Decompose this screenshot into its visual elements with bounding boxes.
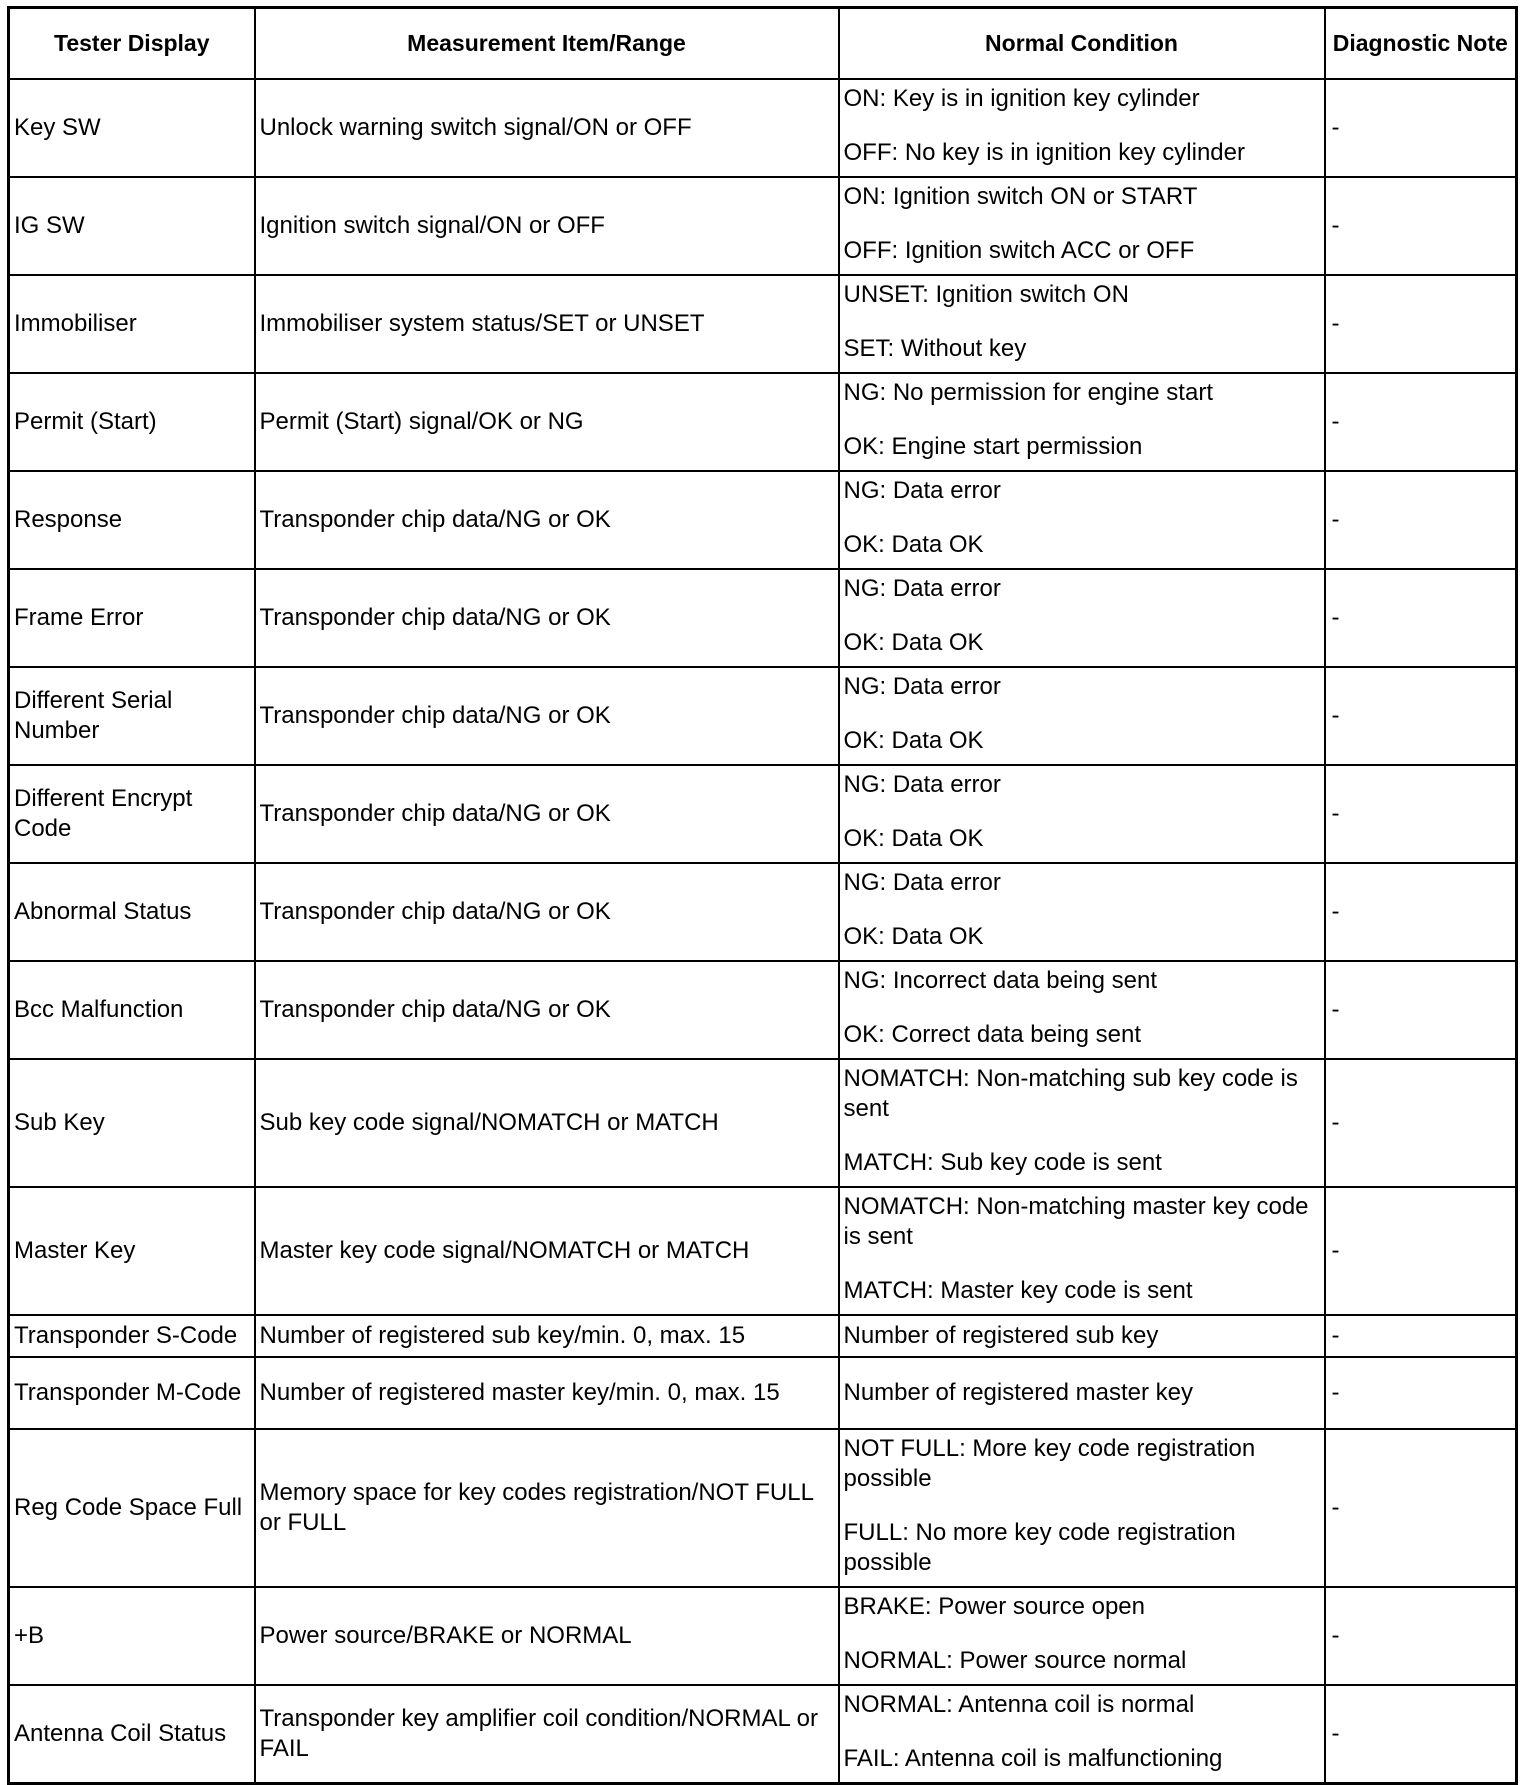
tester-display-cell: Bcc Malfunction <box>9 961 255 1059</box>
tester-display-cell: Frame Error <box>9 569 255 667</box>
diagnostic-note-cell: - <box>1325 373 1517 471</box>
tester-display-cell: Sub Key <box>9 1059 255 1187</box>
measurement-cell: Transponder chip data/NG or OK <box>255 471 839 569</box>
condition-line: BRAKE: Power source open <box>843 1593 1145 1620</box>
tester-display-cell: Antenna Coil Status <box>9 1685 255 1783</box>
tester-display-cell: Key SW <box>9 79 255 177</box>
header-tester-display: Tester Display <box>9 8 255 80</box>
normal-condition-cell <box>839 275 1325 373</box>
condition-line: UNSET: Ignition switch ON <box>843 281 1129 308</box>
condition-line: OFF: Ignition switch ACC or OFF <box>843 237 1195 264</box>
normal-condition-cell <box>839 471 1325 569</box>
condition-line: NG: Data error <box>843 477 1001 504</box>
condition-line: NORMAL: Antenna coil is normal <box>843 1691 1195 1718</box>
diagnostic-note-cell: - <box>1325 569 1517 667</box>
table-body <box>9 79 1517 1783</box>
tester-display-cell: Abnormal Status <box>9 863 255 961</box>
condition-line: ON: Ignition switch ON or START <box>843 183 1198 210</box>
measurement-cell: Transponder chip data/NG or OK <box>255 863 839 961</box>
condition-line: MATCH: Master key code is sent <box>843 1277 1193 1304</box>
condition-line: Number of registered sub key <box>843 1322 1159 1349</box>
measurement-cell: Transponder chip data/NG or OK <box>255 961 839 1059</box>
table-row <box>9 667 1517 765</box>
condition-line: FAIL: Antenna coil is malfunctioning <box>843 1745 1223 1772</box>
normal-condition-cell <box>839 765 1325 863</box>
measurement-cell: Transponder key amplifier coil condition/NORMAL or FAIL <box>255 1685 839 1783</box>
measurement-cell: Transponder chip data/NG or OK <box>255 569 839 667</box>
header-normal-condition: Normal Condition <box>839 8 1325 80</box>
condition-line: NG: Data error <box>843 673 1001 700</box>
header-measurement: Measurement Item/Range <box>255 8 839 80</box>
table-row <box>9 1315 1517 1357</box>
measurement-cell: Number of registered sub key/min. 0, max. 15 <box>255 1315 839 1357</box>
measurement-cell: Immobiliser system status/SET or UNSET <box>255 275 839 373</box>
normal-condition-cell <box>839 863 1325 961</box>
condition-line: OK: Data OK <box>843 825 984 852</box>
condition-line: FULL: No more key code registration possible <box>843 1519 1236 1576</box>
table-row <box>9 79 1517 177</box>
diagnostic-note-cell: - <box>1325 863 1517 961</box>
condition-line: OK: Data OK <box>843 531 984 558</box>
condition-line: SET: Without key <box>843 335 1027 362</box>
diagnostic-note-cell: - <box>1325 1587 1517 1685</box>
normal-condition-cell <box>839 1187 1325 1315</box>
condition-line: ON: Key is in ignition key cylinder <box>843 85 1200 112</box>
diagnostic-note-cell: - <box>1325 177 1517 275</box>
tester-display-cell: Different Encrypt Code <box>9 765 255 863</box>
header-row <box>9 8 1517 80</box>
condition-line: NG: No permission for engine start <box>843 379 1213 406</box>
normal-condition-cell <box>839 1587 1325 1685</box>
normal-condition-cell <box>839 1685 1325 1783</box>
measurement-cell: Permit (Start) signal/OK or NG <box>255 373 839 471</box>
normal-condition-cell <box>839 569 1325 667</box>
tester-display-cell: Permit (Start) <box>9 373 255 471</box>
diagnostic-note-cell: - <box>1325 667 1517 765</box>
condition-line: OK: Data OK <box>843 629 984 656</box>
normal-condition-cell <box>839 961 1325 1059</box>
diagnostic-note-cell: - <box>1325 961 1517 1059</box>
tester-display-cell: Different Serial Number <box>9 667 255 765</box>
tester-display-cell: Immobiliser <box>9 275 255 373</box>
data-monitor-table-wrapper <box>7 6 1518 1785</box>
normal-condition-cell <box>839 1357 1325 1429</box>
diagnostic-note-cell: - <box>1325 1187 1517 1315</box>
diagnostic-note-cell: - <box>1325 471 1517 569</box>
condition-line: NOT FULL: More key code registration possible <box>843 1435 1256 1492</box>
table-row <box>9 961 1517 1059</box>
measurement-cell: Unlock warning switch signal/ON or OFF <box>255 79 839 177</box>
measurement-cell: Power source/BRAKE or NORMAL <box>255 1587 839 1685</box>
table-row <box>9 373 1517 471</box>
table-row <box>9 1587 1517 1685</box>
measurement-cell: Transponder chip data/NG or OK <box>255 765 839 863</box>
normal-condition-cell <box>839 373 1325 471</box>
measurement-cell: Ignition switch signal/ON or OFF <box>255 177 839 275</box>
condition-line: OFF: No key is in ignition key cylinder <box>843 139 1245 166</box>
measurement-cell: Sub key code signal/NOMATCH or MATCH <box>255 1059 839 1187</box>
diagnostic-note-cell: - <box>1325 1315 1517 1357</box>
table-row <box>9 471 1517 569</box>
condition-line: OK: Data OK <box>843 923 984 950</box>
table-row <box>9 1357 1517 1429</box>
table-row <box>9 1685 1517 1783</box>
tester-display-cell: IG SW <box>9 177 255 275</box>
measurement-cell: Transponder chip data/NG or OK <box>255 667 839 765</box>
normal-condition-cell <box>839 1059 1325 1187</box>
diagnostic-note-cell: - <box>1325 1059 1517 1187</box>
condition-line: MATCH: Sub key code is sent <box>843 1149 1162 1176</box>
diagnostic-note-cell: - <box>1325 275 1517 373</box>
diagnostic-note-cell: - <box>1325 1685 1517 1783</box>
tester-display-cell: Transponder S-Code <box>9 1315 255 1357</box>
condition-line: NORMAL: Power source normal <box>843 1647 1187 1674</box>
normal-condition-cell <box>839 1315 1325 1357</box>
condition-line: NG: Data error <box>843 575 1001 602</box>
normal-condition-cell <box>839 177 1325 275</box>
normal-condition-cell <box>839 667 1325 765</box>
tester-display-cell: Transponder M-Code <box>9 1357 255 1429</box>
condition-line: NG: Data error <box>843 869 1001 896</box>
diagnostic-note-cell: - <box>1325 1357 1517 1429</box>
condition-line: OK: Correct data being sent <box>843 1021 1141 1048</box>
table-row <box>9 863 1517 961</box>
condition-line: NG: Data error <box>843 771 1001 798</box>
measurement-cell: Master key code signal/NOMATCH or MATCH <box>255 1187 839 1315</box>
table-row <box>9 1187 1517 1315</box>
condition-line: OK: Engine start permission <box>843 433 1143 460</box>
normal-condition-cell <box>839 79 1325 177</box>
header-diagnostic-note: Diagnostic Note <box>1325 8 1517 80</box>
condition-line: NOMATCH: Non-matching sub key code is sent <box>843 1065 1298 1122</box>
table-row <box>9 569 1517 667</box>
measurement-cell: Number of registered master key/min. 0, max. 15 <box>255 1357 839 1429</box>
measurement-cell: Memory space for key codes registration/NOT FULL or FULL <box>255 1429 839 1587</box>
condition-line: OK: Data OK <box>843 727 984 754</box>
diagnostic-note-cell: - <box>1325 1429 1517 1587</box>
table-row <box>9 177 1517 275</box>
table-row <box>9 1059 1517 1187</box>
table-row <box>9 1429 1517 1587</box>
table-row <box>9 765 1517 863</box>
table-row <box>9 275 1517 373</box>
condition-line: NG: Incorrect data being sent <box>843 967 1157 994</box>
tester-display-cell: Reg Code Space Full <box>9 1429 255 1587</box>
normal-condition-cell <box>839 1429 1325 1587</box>
tester-display-cell: +B <box>9 1587 255 1685</box>
diagnostic-note-cell: - <box>1325 765 1517 863</box>
tester-display-cell: Master Key <box>9 1187 255 1315</box>
tester-display-cell: Response <box>9 471 255 569</box>
condition-line: Number of registered master key <box>843 1379 1193 1406</box>
diagnostic-note-cell: - <box>1325 79 1517 177</box>
condition-line: NOMATCH: Non-matching master key code is sent <box>843 1193 1309 1250</box>
data-monitor-table <box>7 6 1518 1785</box>
